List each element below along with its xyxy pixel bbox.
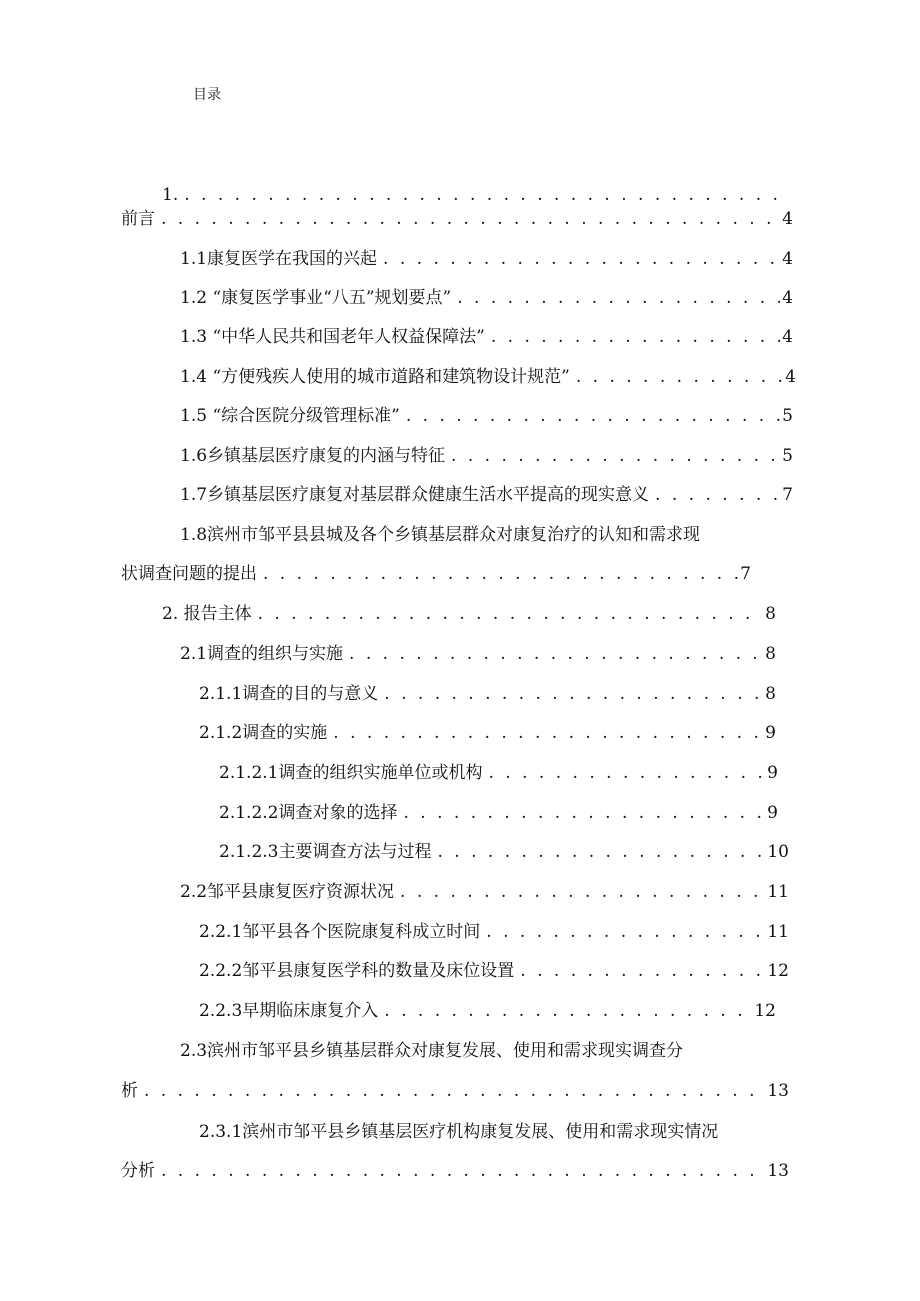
toc-leader-dots — [263, 563, 738, 585]
toc-entry[interactable] — [121, 1160, 789, 1182]
toc-entry[interactable] — [180, 445, 793, 467]
toc-entry[interactable] — [180, 484, 793, 506]
toc-entry[interactable] — [199, 960, 789, 982]
toc-leader-dots — [457, 287, 780, 309]
toc-leader-dots — [403, 802, 765, 824]
toc-entry-title: 1.8滨州市邹平县县城及各个乡镇基层群众对康复治疗的认知和需求现 — [180, 525, 701, 545]
toc-entry-title-cont: 状调查问题的提出 — [121, 564, 257, 584]
toc-leader-dots — [451, 445, 780, 467]
toc-leader-dots — [161, 1160, 765, 1182]
toc-entry[interactable] — [219, 762, 778, 784]
toc-entry-page: 8 — [765, 644, 776, 664]
toc-title: 目录 — [193, 87, 221, 103]
toc-entry-title: 2. 报告主体 — [162, 604, 252, 624]
toc-entry-title: 1.6乡镇基层医疗康复的内涵与特征 — [180, 446, 446, 466]
toc-entry[interactable] — [121, 208, 793, 230]
toc-entry[interactable] — [180, 643, 776, 665]
toc-leader-dots — [406, 405, 780, 427]
toc-entry-page: 4 — [782, 327, 793, 347]
toc-leader-dots — [144, 1080, 765, 1102]
toc-entry-title: 2.1.2调查的实施 — [199, 723, 328, 743]
toc-entry[interactable] — [199, 683, 776, 705]
toc-entry-title: 2.1.2.2调查对象的选择 — [219, 803, 398, 823]
toc-entry[interactable] — [199, 1000, 776, 1022]
toc-leader-dots — [384, 683, 763, 705]
toc-entry-title-cont: 析 — [121, 1081, 138, 1101]
toc-entry-title: 2.1.2.3主要调查方法与过程 — [219, 842, 432, 862]
toc-entry-title: 1.4 “方便残疾人使用的城市道路和建筑物设计规范” — [180, 367, 570, 387]
toc-entry-title: 2.3滨州市邹平县乡镇基层群众对康复发展、使用和需求现实调查分 — [180, 1041, 684, 1061]
toc-leader-dots — [184, 184, 788, 206]
toc-entry-title: 2.2.2邹平县康复医学科的数量及床位设置 — [199, 961, 515, 981]
toc-entry-page: 4 — [785, 367, 796, 387]
toc-leader-dots — [488, 762, 765, 784]
toc-entry-page: 12 — [754, 1001, 776, 1021]
toc-entry[interactable] — [180, 326, 793, 348]
toc-leader-dots — [520, 960, 765, 982]
toc-leader-dots — [655, 484, 780, 506]
toc-leader-dots — [333, 722, 763, 744]
toc-entry-page: 12 — [767, 961, 789, 981]
toc-entry-page: 7 — [740, 564, 751, 584]
toc-leader-dots — [576, 366, 783, 388]
toc-entry-page: 13 — [767, 1081, 789, 1101]
toc-entry-page: 8 — [765, 604, 776, 624]
toc-leader-dots — [384, 1000, 752, 1022]
toc-entry-title: 前言 — [121, 209, 155, 229]
toc-entry-page: 5 — [782, 406, 793, 426]
toc-entry-page: 9 — [767, 763, 778, 783]
toc-leader-dots — [491, 326, 780, 348]
toc-entry-title: 1.7乡镇基层医疗康复对基层群众健康生活水平提高的现实意义 — [180, 485, 650, 505]
toc-entry[interactable] — [162, 184, 790, 206]
toc-entry-title: 2.2.3早期临床康复介入 — [199, 1001, 379, 1021]
toc-leader-dots — [258, 603, 764, 625]
toc-entry[interactable] — [219, 841, 789, 863]
toc-entry-page: 4 — [782, 288, 793, 308]
toc-entry-page: 13 — [767, 1161, 789, 1181]
toc-entry[interactable] — [121, 1080, 789, 1102]
toc-entry[interactable] — [180, 405, 793, 427]
toc-entry-title: 1.3 “中华人民共和国老年人权益保障法” — [180, 327, 485, 347]
toc-leader-dots — [400, 881, 765, 903]
toc-entry[interactable] — [180, 248, 793, 270]
toc-entry-page: 4 — [782, 209, 793, 229]
toc-entry-title: 1.1康复医学在我国的兴起 — [180, 249, 378, 269]
toc-entry-page: 10 — [767, 842, 789, 862]
toc-entry-page: 8 — [765, 684, 776, 704]
toc-leader-dots — [161, 208, 780, 230]
toc-entry[interactable] — [121, 563, 751, 585]
toc-entry[interactable] — [162, 603, 776, 625]
toc-leader-dots — [349, 643, 763, 665]
toc-entry[interactable] — [219, 802, 778, 824]
toc-entry[interactable] — [180, 881, 789, 903]
toc-entry-page: 5 — [782, 446, 793, 466]
toc-entry[interactable] — [199, 722, 776, 744]
toc-entry-page: 4 — [782, 249, 793, 269]
toc-entry-page: 9 — [765, 723, 776, 743]
toc-entry[interactable] — [180, 366, 796, 388]
toc-entry-title-cont: 分析 — [121, 1161, 155, 1181]
toc-entry-page: 7 — [782, 485, 793, 505]
toc-entry-title: 2.1.1调查的目的与意义 — [199, 684, 379, 704]
toc-entry-title: 2.3.1滨州市邹平县乡镇基层医疗机构康复发展、使用和需求现实情况 — [199, 1122, 719, 1142]
toc-entry-title: 1.2 “康复医学事业“八五”规划要点” — [180, 288, 452, 308]
toc-entry-title: 2.1.2.1调查的组织实施单位或机构 — [219, 763, 483, 783]
toc-entry-page: 11 — [767, 882, 789, 902]
toc-entry[interactable] — [199, 921, 789, 943]
toc-entry-title: 2.2邹平县康复医疗资源状况 — [180, 882, 395, 902]
toc-leader-dots — [486, 921, 765, 943]
toc-leader-dots — [437, 841, 765, 863]
toc-leader-dots — [383, 248, 780, 270]
toc-entry-page: 11 — [767, 922, 789, 942]
toc-entry-title: 1. — [162, 185, 179, 205]
toc-entry-title: 2.1调查的组织与实施 — [180, 644, 344, 664]
toc-entry-title: 1.5 “综合医院分级管理标准” — [180, 406, 400, 426]
toc-entry-page: 9 — [767, 803, 778, 823]
toc-entry[interactable] — [180, 287, 793, 309]
toc-entry-title: 2.2.1邹平县各个医院康复科成立时间 — [199, 922, 481, 942]
